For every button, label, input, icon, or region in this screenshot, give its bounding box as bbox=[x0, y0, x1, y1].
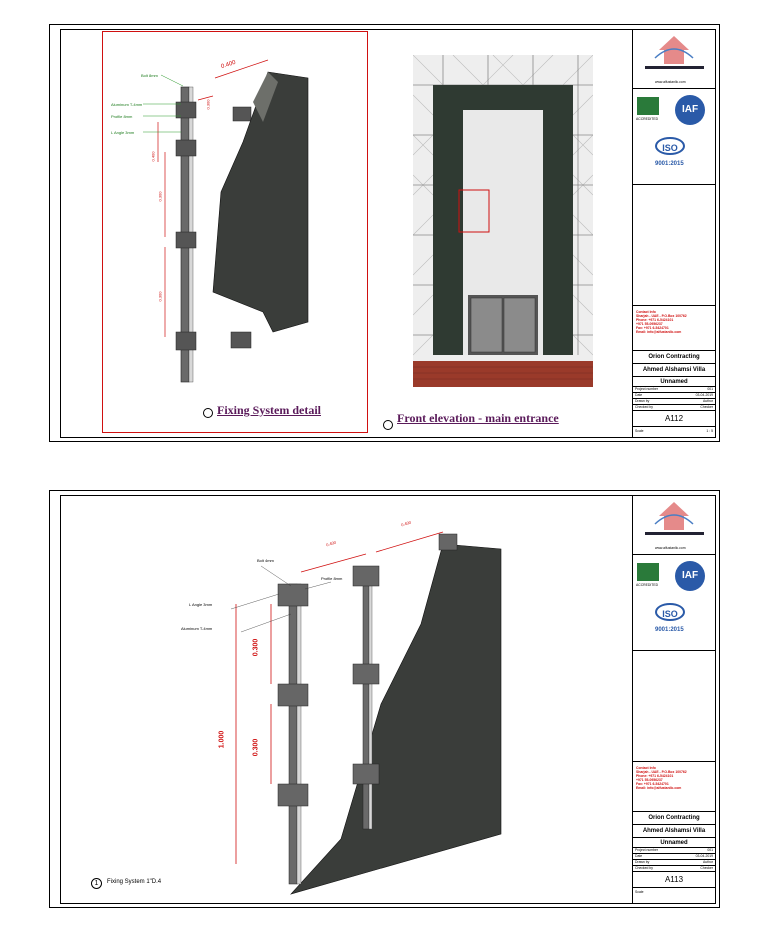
info-label: Checked by bbox=[635, 405, 653, 409]
contact-cell bbox=[633, 306, 715, 351]
logo-cell bbox=[633, 30, 715, 89]
callout-bolt: Bolt 4mm bbox=[257, 558, 274, 563]
project-name-cell: Ahmed Alshamsi Villa bbox=[633, 825, 715, 838]
iaf-logo-icon: IAF bbox=[675, 561, 705, 591]
scale-row bbox=[633, 427, 715, 437]
contact-cell bbox=[633, 762, 715, 812]
company-website: www.alfustanllc.com bbox=[655, 80, 686, 84]
info-label: Date bbox=[635, 854, 643, 858]
iaf-logo-icon: IAF bbox=[675, 95, 705, 125]
info-label: Project number bbox=[635, 387, 658, 391]
elevation-title: Front elevation - main entrance bbox=[397, 411, 559, 425]
blank-cell bbox=[633, 651, 715, 762]
detail-title: Fixing System detail bbox=[217, 403, 321, 417]
scale-label: Scale bbox=[635, 890, 644, 894]
info-label: Date bbox=[635, 393, 643, 397]
dim-vertical-2: 0.300 bbox=[252, 738, 260, 757]
contact-line: Fax: +971 6-5424701 bbox=[636, 782, 669, 786]
sheet-border bbox=[60, 29, 716, 438]
dim-vertical-1: 0.300 bbox=[252, 638, 260, 657]
dim-d: 0.300 bbox=[205, 99, 211, 110]
iso-logo-icon: ISO bbox=[655, 137, 685, 155]
accredited-label: ACCREDITED bbox=[636, 583, 659, 587]
dim-a: 0.400 bbox=[150, 151, 156, 162]
sheet-number-cell: A113 bbox=[633, 872, 715, 888]
company-name-cell: Orion Contracting bbox=[633, 812, 715, 825]
dim-b: 0.300 bbox=[157, 191, 163, 202]
view-title: Fixing System 1"D.4 bbox=[107, 879, 162, 885]
dim-c: 0.300 bbox=[157, 291, 163, 302]
contact-line: Sharjah - UAE - P.O.Box 100762 bbox=[636, 314, 687, 318]
callout-l-angle: L Angle 3mm bbox=[111, 130, 135, 135]
contact-line: Fax: +971 6-5424701 bbox=[636, 326, 669, 330]
ias-logo-icon bbox=[637, 563, 659, 581]
detail-frame bbox=[102, 31, 368, 433]
contact-line: Email: info@alfustanllc.com bbox=[636, 786, 682, 790]
info-value: Author bbox=[703, 860, 713, 864]
contact-line: Contact Info bbox=[636, 310, 656, 314]
info-value: Author bbox=[703, 399, 713, 403]
view-name-cell: Unnamed bbox=[633, 838, 715, 848]
contact-line: Contact Info bbox=[636, 766, 656, 770]
blank-cell bbox=[633, 185, 715, 306]
contact-line: +971 55-0956237 bbox=[636, 778, 663, 782]
company-name-cell: Orion Contracting bbox=[633, 351, 715, 364]
info-label: Checked by bbox=[635, 866, 653, 870]
view-number-marker: 1 bbox=[91, 878, 102, 889]
contact-line: +971 55-0956237 bbox=[636, 322, 663, 326]
iso-standard: 9001:2015 bbox=[655, 161, 684, 167]
scale-row bbox=[633, 888, 715, 903]
dim-top: 0.400 bbox=[220, 59, 237, 71]
view-marker-icon bbox=[203, 408, 213, 418]
title-block bbox=[632, 30, 715, 437]
contact-line: Email: info@alfustanllc.com bbox=[636, 330, 682, 334]
contact-line: Phone: +971 6-5424101 bbox=[636, 318, 674, 322]
callout-aluminum-t: Aluminum T-4mm bbox=[111, 102, 143, 107]
contact-line: Sharjah - UAE - P.O.Box 100762 bbox=[636, 770, 687, 774]
view-marker-icon bbox=[383, 420, 393, 430]
callout-bolt: Bolt 8mm bbox=[141, 73, 158, 78]
callout-l-angle: L Angle 3mm bbox=[189, 602, 213, 607]
project-name-cell: Ahmed Alshamsi Villa bbox=[633, 364, 715, 377]
fixing-system-3d-drawing bbox=[181, 504, 601, 904]
dim-top-2: 0.400 bbox=[400, 519, 412, 528]
fixing-system-drawing bbox=[103, 32, 367, 432]
drawing-sheet-a112 bbox=[49, 24, 720, 442]
dim-total: 1.000 bbox=[218, 730, 226, 749]
drawing-sheet-a113 bbox=[49, 490, 720, 908]
scale-label: Scale bbox=[635, 429, 644, 433]
info-label: Project number bbox=[635, 848, 658, 852]
scale-value: 1 : 5 bbox=[706, 429, 713, 433]
title-block bbox=[632, 496, 715, 903]
ias-logo-icon bbox=[637, 97, 659, 115]
logo-cell bbox=[633, 496, 715, 555]
info-value: 03-04-2019 bbox=[695, 854, 713, 858]
certification-cell bbox=[633, 89, 715, 185]
info-label: Drawn by bbox=[635, 860, 650, 864]
callout-aluminum-t: Aluminum T-4mm bbox=[181, 626, 213, 631]
info-value: 03-04-2019 bbox=[695, 393, 713, 397]
certification-cell bbox=[633, 555, 715, 651]
company-logo-icon bbox=[633, 30, 716, 75]
callout-profile: Profile 8mm bbox=[111, 114, 133, 119]
info-value: Checker bbox=[700, 405, 713, 409]
front-elevation-drawing bbox=[413, 55, 593, 387]
contact-line: Phone: +971 6-5424101 bbox=[636, 774, 674, 778]
company-logo-icon bbox=[633, 496, 716, 541]
view-name-cell: Unnamed bbox=[633, 377, 715, 387]
info-value: 001 bbox=[707, 848, 713, 852]
accredited-label: ACCREDITED bbox=[636, 117, 659, 121]
sheet-number-cell: A112 bbox=[633, 411, 715, 427]
callout-profile: Profile 8mm bbox=[321, 576, 343, 581]
info-value: 001 bbox=[707, 387, 713, 391]
info-label: Drawn by bbox=[635, 399, 650, 403]
iso-standard: 9001:2015 bbox=[655, 627, 684, 633]
iso-logo-icon: ISO bbox=[655, 603, 685, 621]
sheet-border bbox=[60, 495, 716, 904]
company-website: www.alfustanllc.com bbox=[655, 546, 686, 550]
info-value: Checker bbox=[700, 866, 713, 870]
dim-top-1: 0.400 bbox=[325, 539, 337, 548]
